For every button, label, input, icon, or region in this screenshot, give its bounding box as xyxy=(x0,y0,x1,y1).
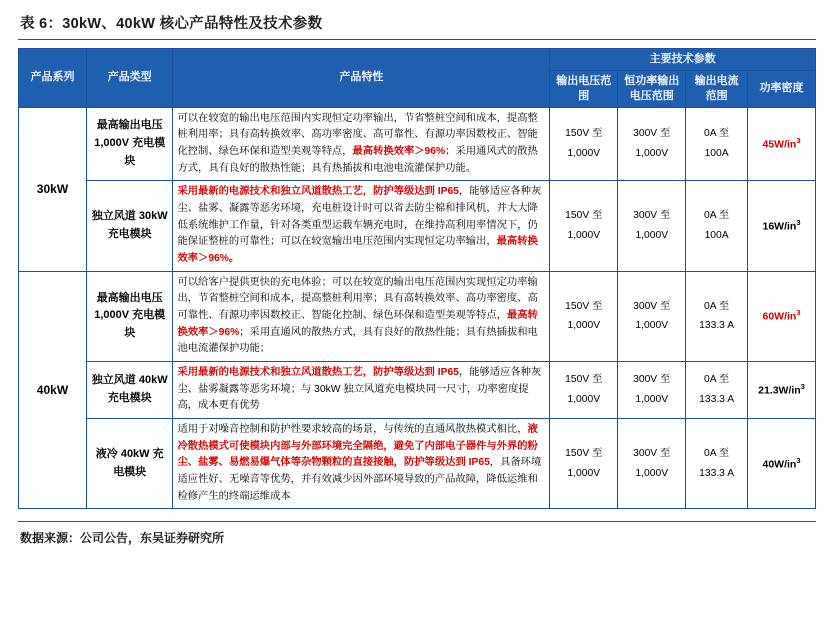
header-tech-params-group: 主要技术参数 xyxy=(550,49,816,71)
cell-power-density: $40W/in^3$ xyxy=(748,418,816,508)
feature-text: 各类重型运载车辆充电时，在维持高利用率情况下，仍能保证整桩的可靠性；可以在较宽输出 xyxy=(177,219,538,248)
feature-text: 有良好的散热性能；具有热插拔和电池电流灌保护功能； xyxy=(177,326,538,355)
value-line: 0A 至 xyxy=(704,210,730,222)
cell-output-voltage-range xyxy=(550,181,618,271)
feature-text: 等恶劣环境；与 30kW 独立风道充电模块同一尺寸，功率密度提高，成本更有优势 xyxy=(177,383,529,412)
cell-power-density: $16W/in^3$ xyxy=(748,181,816,271)
value-line: 133.3 A xyxy=(699,320,735,332)
feature-highlight: 液冷散热模式可 xyxy=(177,423,538,452)
cell-output-current-range xyxy=(686,271,748,361)
header-series: 产品系列 xyxy=(19,49,87,108)
cell-product-feature xyxy=(173,181,550,271)
cell-power-density: $60W/in^3$ xyxy=(748,271,816,361)
title-divider xyxy=(18,39,816,40)
value-line: 1,000V xyxy=(635,320,669,332)
feature-highlight: 采用最新的电源技术和独立风道散热工艺，防护等级达到 IP65 xyxy=(177,186,459,198)
cell-product-type: 独立风道 40kW 充电模块 xyxy=(86,361,172,418)
feature-text: 拔和电池电流灌保护功能。 xyxy=(352,162,477,174)
cell-product-series: 40kW xyxy=(19,271,87,509)
feature-highlight: 最高转换效率＞96% xyxy=(177,309,538,338)
cell-product-feature xyxy=(173,418,550,508)
feature-highlight: 最高转换效率＞96% xyxy=(352,145,446,157)
feature-text: ，能够适应各种灰尘、盐雾凝露 xyxy=(177,366,542,395)
superscript: 3 xyxy=(796,455,801,465)
source-note: 数据来源：公司公告，东吴证券研究所 xyxy=(20,531,225,546)
feature-highlight: 最高转换效率＞96%。 xyxy=(177,236,538,264)
cell-product-feature xyxy=(173,361,550,418)
value-line: 1,000V xyxy=(635,229,669,241)
cell-power-density: $45W/in^3$ xyxy=(748,107,816,181)
table-header-row-group xyxy=(19,49,816,71)
cell-output-current-range xyxy=(686,181,748,271)
cell-product-type: 液冷 40kW 充电模块 xyxy=(86,418,172,508)
value-line: 1,000V xyxy=(635,467,669,479)
feature-text: ，具备环境适应性好、无噪音等优势，并有效减 xyxy=(177,457,542,485)
value-line: 1,000V xyxy=(567,467,601,479)
value-line: 1,000V xyxy=(635,393,669,405)
page-title: 表 6：30kW、40kW 核心产品特性及技术参数 xyxy=(20,16,323,32)
cell-constant-power-voltage-range xyxy=(618,181,686,271)
value-line: 0A 至 xyxy=(704,128,730,140)
header-constant-power-voltage-range: 恒功率输出电压范围 xyxy=(618,70,686,107)
cell-output-voltage-range xyxy=(550,271,618,361)
table-header xyxy=(19,49,816,108)
feature-text: 可以给客户提供更快的充电体验；可以在较宽的输出电压范围内实现恒定功率输出，节省整桩 xyxy=(177,276,538,305)
superscript: 3 xyxy=(800,381,805,391)
feature-text: 凝露等恶劣环境，充电桩设计时可以省去防尘棉和排风机，并大大降低系统维护工作量，针对 xyxy=(177,202,538,231)
value-line: 150V 至 xyxy=(565,374,603,386)
cell-product-series: 30kW xyxy=(19,107,87,271)
value-line: 300V 至 xyxy=(633,210,671,222)
cell-constant-power-voltage-range xyxy=(618,361,686,418)
value-line: 100A xyxy=(704,229,729,241)
cell-output-current-range xyxy=(686,107,748,181)
feature-text: 可以在较宽的输出电压范围内实现恒定功率输出，节省整桩空间和成本，提高整桩利用率；具 xyxy=(177,112,538,141)
value-line: 150V 至 xyxy=(565,300,603,312)
value-line: 150V 至 xyxy=(565,128,603,140)
cell-power-density: $21.3W/in^3$ xyxy=(748,361,816,418)
value-line: 133.3 A xyxy=(699,393,735,405)
feature-text: ，能够适应各种灰尘、盐雾、 xyxy=(177,186,542,214)
feature-text: ；采用通风式的散热方式，具有良好的散热性能；具有热插 xyxy=(177,145,538,174)
feature-text: 智能化控制、绿色环保和造型美观等特点， xyxy=(311,309,507,321)
cell-product-feature xyxy=(173,107,550,181)
value-line: 300V 至 xyxy=(633,128,671,140)
value-line: 300V 至 xyxy=(633,374,671,386)
header-output-current-range: 输出电流范围 xyxy=(686,70,748,107)
cell-constant-power-voltage-range xyxy=(618,271,686,361)
value-line: 0A 至 xyxy=(704,374,730,386)
cell-product-feature xyxy=(173,271,550,361)
cell-output-current-range xyxy=(686,361,748,418)
feature-highlight: 等杂物颗粒的直接接触，防护等级达到 IP65 xyxy=(290,457,490,469)
value-line: 0A 至 xyxy=(704,300,730,312)
table-row xyxy=(19,107,816,181)
feature-text: 少因外部环境导致的产品故障，降低运维和检修产生的终端运维成本 xyxy=(177,473,538,502)
superscript: 3 xyxy=(796,217,801,227)
cell-output-current-range xyxy=(686,418,748,508)
superscript: 3 xyxy=(796,135,801,145)
header-feature: 产品特性 xyxy=(173,49,550,108)
feature-text: ；采用直通风的散热方式，具 xyxy=(239,326,374,338)
value-line: 100A xyxy=(704,147,729,159)
table-body xyxy=(19,107,816,509)
cell-product-type: 最高输出电压 1,000V 充电模块 xyxy=(86,107,172,181)
cell-output-voltage-range xyxy=(550,418,618,508)
header-output-voltage-range: 输出电压范围 xyxy=(550,70,618,107)
header-power-density: 功率密度 xyxy=(748,70,816,107)
cell-product-type: 独立风道 30kW 充电模块 xyxy=(86,181,172,271)
value-line: 1,000V xyxy=(635,147,669,159)
feature-text: 电压范围内实现恒定功率输出， xyxy=(352,236,497,248)
superscript: 3 xyxy=(796,308,801,318)
cell-product-type: 最高输出电压 1,000V 充电模块 xyxy=(86,271,172,361)
table-row xyxy=(19,271,816,361)
value-line: 300V 至 xyxy=(633,448,671,460)
value-line: 1,000V xyxy=(567,393,601,405)
feature-text: 观等特点， xyxy=(301,145,353,157)
table-row xyxy=(19,181,816,271)
product-spec-table xyxy=(18,48,816,509)
table-row xyxy=(19,361,816,418)
feature-text: 适用于对噪音控制和防护性要求较高的场景，与传统的直通风散热模式相比， xyxy=(177,423,528,435)
feature-text: 有高转换效率、高功率密度、高可靠性、有源功率因数校正、智能化控制、绿色环保和造型美 xyxy=(177,129,538,157)
cell-constant-power-voltage-range xyxy=(618,418,686,508)
feature-highlight: 使模块内部与外部环境完全隔绝，避免了内部电子器件与外界的粉尘、盐雾、易燃易爆气体 xyxy=(177,440,538,469)
header-type: 产品类型 xyxy=(86,49,172,108)
value-line: 1,000V xyxy=(567,229,601,241)
value-line: 150V 至 xyxy=(565,448,603,460)
value-line: 1,000V xyxy=(567,320,601,332)
value-line: 133.3 A xyxy=(699,467,735,479)
value-line: 0A 至 xyxy=(704,448,730,460)
value-line: 1,000V xyxy=(567,147,601,159)
cell-constant-power-voltage-range xyxy=(618,107,686,181)
cell-output-voltage-range xyxy=(550,107,618,181)
feature-highlight: 采用最新的电源技术和独立风道散热工艺，防护等级达到 IP65 xyxy=(177,366,459,378)
table-row xyxy=(19,418,816,508)
feature-text: 空间和成本，提高整桩利用率；具有高转换效率、高功率密度、高可靠性、有源功率因数校正、 xyxy=(177,293,538,321)
cell-output-voltage-range xyxy=(550,361,618,418)
value-line: 300V 至 xyxy=(633,300,671,312)
value-line: 150V 至 xyxy=(565,210,603,222)
